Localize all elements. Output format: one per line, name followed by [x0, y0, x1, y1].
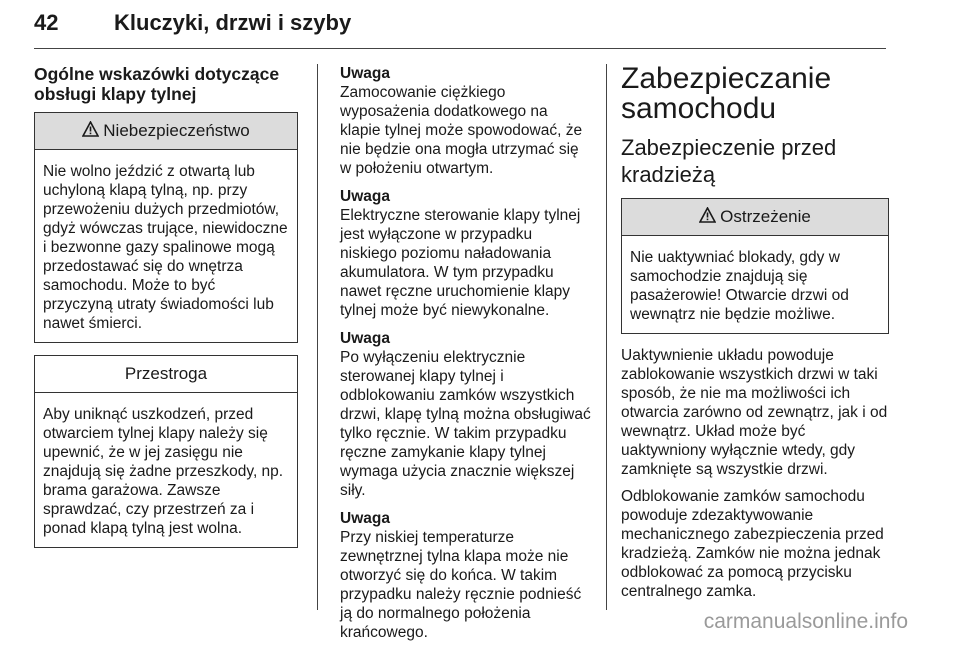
body-paragraph: Uaktywnienie układu powoduje zablokowanie wszystkich drzwi w taki sposób, że nie ma możliwości ich otwarcia zarówno od zewnątrz, jak i od wewnątrz. Układ może być uaktywniony wyłącznie wtedy, gdy zamknięte są wszystkie drzwi.	[621, 347, 888, 478]
section-heading: Ogólne wskazówki dotyczące obsługi klapy tylnej	[34, 64, 280, 104]
note-label: Uwaga	[340, 65, 390, 82]
warning-box-header	[622, 199, 888, 236]
warning-triangle-icon	[82, 121, 99, 142]
note-text: Przy niskiej temperaturze zewnętrznej tylna klapa może nie otworzyć się do końca. W takim przypadku należy ręcznie podnieść ją do normalnego położenia krańcowego.	[340, 529, 582, 641]
note-label: Uwaga	[340, 510, 390, 527]
chapter-title: Kluczyki, drzwi i szyby	[114, 10, 352, 35]
note-text: Zamocowanie ciężkiego wyposażenia dodatkowego na klapie tylnej może spowodować, że nie będzie ona mogła utrzymać się w położeniu otwartym.	[340, 84, 583, 177]
warning-box-text: Nie uaktywniać blokady, gdy w samochodzie znajdują się pasażerowie! Otwarcie drzwi od wewnątrz nie będzie możliwe.	[630, 249, 849, 323]
caution-box-header	[35, 356, 297, 393]
section-title: Zabezpieczanie samochodu	[621, 62, 832, 125]
note-label: Uwaga	[340, 188, 390, 205]
header-divider	[34, 48, 886, 49]
column-1	[34, 64, 298, 560]
watermark: carmanualsonline.info	[703, 610, 908, 633]
danger-box-text: Nie wolno jeździć z otwartą lub uchyloną klapą tylną, np. przy przewożeniu dużych przedmiotów, gdyż wówczas trujące, niewidoczne i bezwonne gazy spalinowe mogą przedostawać się do wnętrza samochodu. Może to być przyczyną utraty świadomości lub nawet śmierci.	[43, 163, 288, 332]
danger-box-header	[35, 113, 297, 150]
column-divider	[606, 64, 607, 610]
page-header	[34, 2, 886, 46]
body-paragraph: Odblokowanie zamków samochodu powoduje zdezaktywowanie mechanicznego zabezpieczenia przed kradzieżą. Zamków nie można jednak odblokować za pomocą przycisku centralnego zamka.	[621, 488, 884, 600]
danger-box	[34, 112, 298, 343]
note-label: Uwaga	[340, 330, 390, 347]
column-3	[621, 64, 889, 609]
column-divider	[317, 64, 318, 610]
caution-box-title: Przestroga	[124, 364, 208, 383]
column-2	[340, 64, 592, 651]
caution-box	[34, 355, 298, 548]
warning-triangle-icon	[699, 207, 716, 228]
warning-box-title: Ostrzeżenie	[720, 207, 811, 226]
page-number: 42	[34, 10, 59, 35]
danger-box-title: Niebezpieczeństwo	[103, 121, 250, 140]
subsection-title: Zabezpieczenie przed kradzieżą	[621, 135, 837, 187]
caution-box-text: Aby uniknąć uszkodzeń, przed otwarciem tylnej klapy należy się upewnić, że w jej zasięgu nie znajdują się żadne przeszkody, np. brama garażowa. Zawsze sprawdzać, czy przestrzeń za i ponad klapą tylną jest wolna.	[43, 406, 284, 537]
warning-box	[621, 198, 889, 334]
note-text: Elektryczne sterowanie klapy tylnej jest wyłączone w przypadku niskiego poziomu naładowania akumulatora. W tym przypadku nawet ręczne uruchomienie klapy tylnej może być niewykonalne.	[340, 207, 581, 319]
note-text: Po wyłączeniu elektrycznie sterowanej klapy tylnej i odblokowaniu zamków wszystkich drzwi, klapę tylną można obsługiwać tylko ręcznie. W takim przypadku ręczne zamykanie klapy tylnej wymaga użycia znacznie większej siły.	[340, 349, 591, 499]
